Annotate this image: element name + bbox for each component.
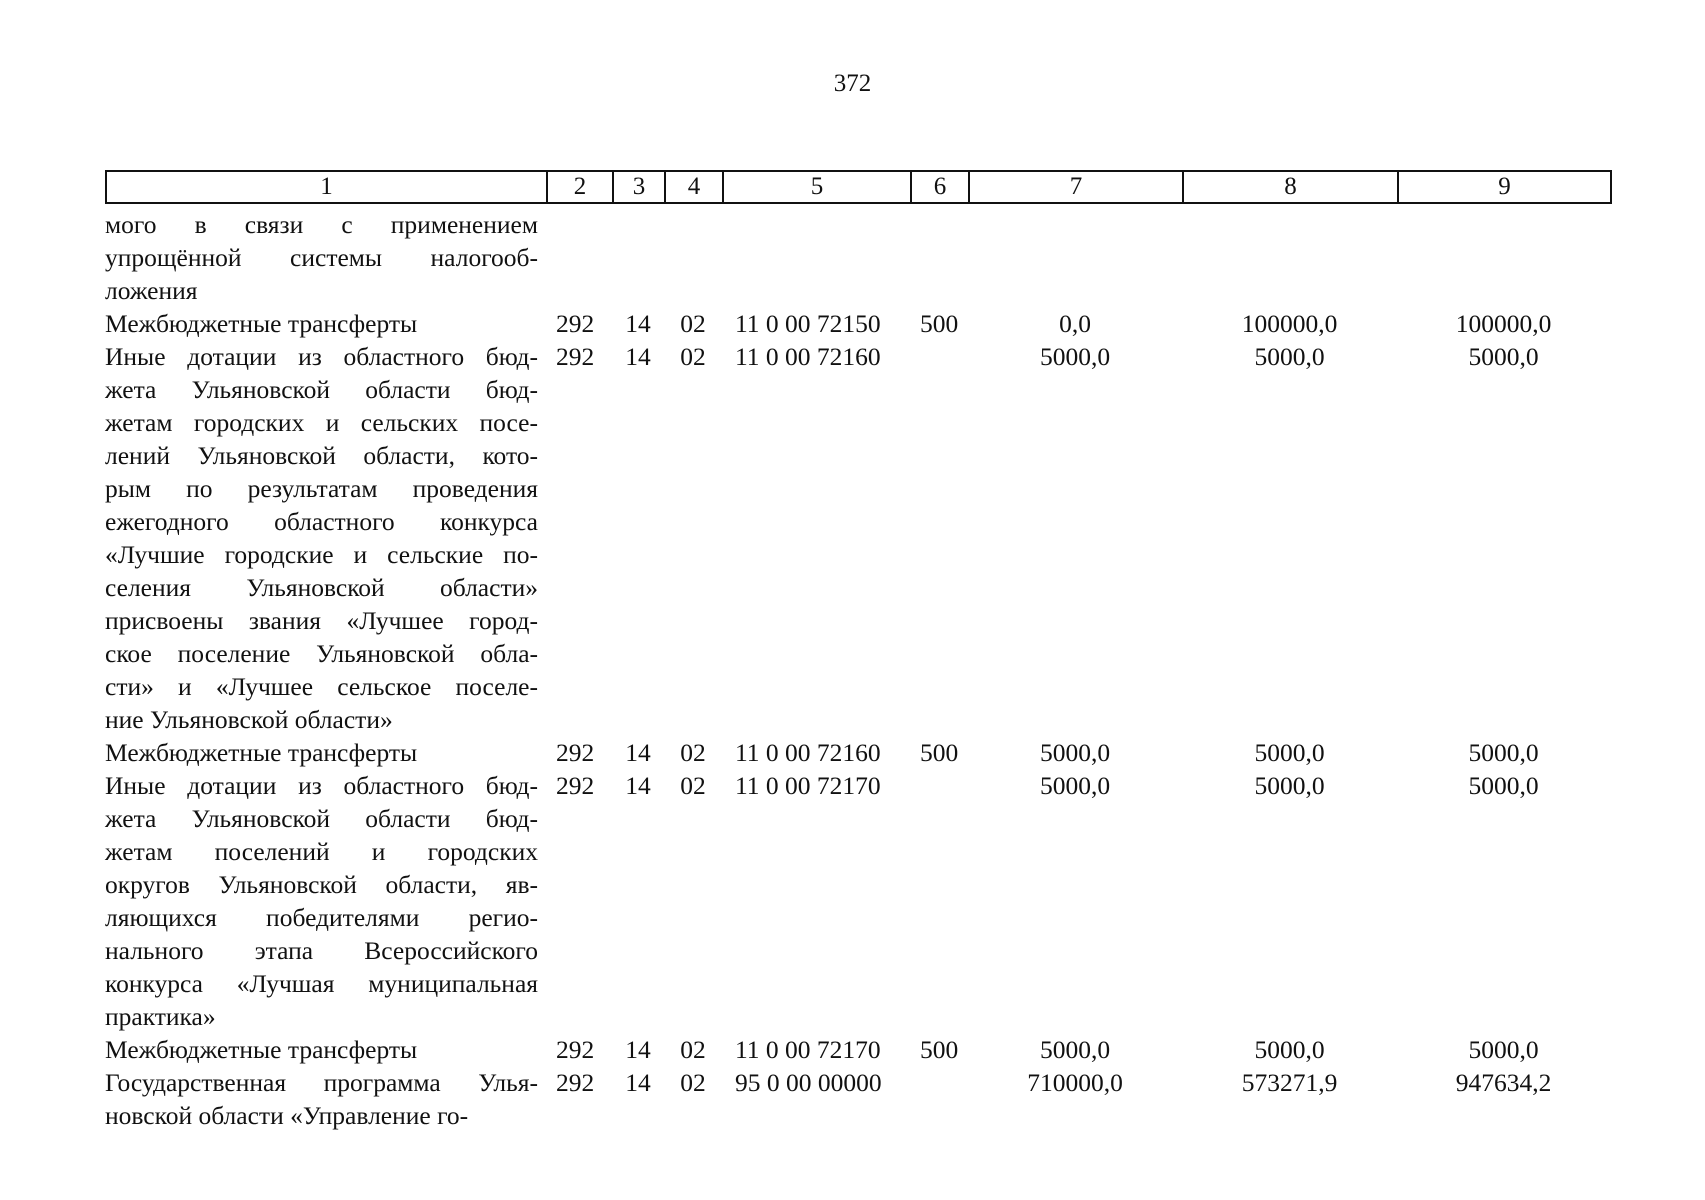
description-line: сти» и «Лучшее сельское поселе- — [105, 672, 538, 701]
cell-c5: 95 0 00 00000 — [735, 1068, 882, 1097]
row-description — [105, 340, 546, 736]
cell-c9 — [1397, 208, 1610, 307]
table-row — [105, 769, 1610, 1033]
budget-table — [105, 208, 1610, 1132]
cell-c3: 14 — [625, 309, 651, 338]
description-line: Иные дотации из областного бюд- — [105, 771, 538, 800]
cell-c2: 292 — [556, 771, 595, 800]
table-row — [105, 1033, 1610, 1066]
cell-c8 — [1182, 208, 1397, 307]
cell-c4 — [664, 208, 722, 307]
cell-c2: 292 — [556, 1035, 595, 1064]
cell-c4: 02 — [680, 1035, 706, 1064]
cell-c6: 500 — [920, 738, 959, 767]
cell-c5: 11 0 00 72170 — [735, 1035, 881, 1064]
cell-c2: 292 — [556, 1068, 595, 1097]
description-line: нального этапа Всероссийского — [105, 936, 538, 965]
cell-c4: 02 — [680, 342, 706, 371]
cell-c7: 5000,0 — [1039, 1035, 1111, 1064]
description-line: рым по результатам проведения — [105, 474, 538, 503]
table-row — [105, 307, 1610, 340]
description-line: Государственная программа Улья- — [105, 1068, 538, 1097]
description-line: «Лучшие городские и сельские по- — [105, 540, 538, 569]
cell-c8: 5000,0 — [1254, 738, 1325, 767]
table-row — [105, 208, 1610, 307]
cell-c5: 11 0 00 72150 — [735, 309, 881, 338]
column-header-8: 8 — [1183, 171, 1398, 203]
cell-c4: 02 — [680, 771, 706, 800]
cell-c5 — [722, 208, 910, 307]
cell-c3: 14 — [625, 1035, 651, 1064]
cell-c5: 11 0 00 72160 — [735, 738, 881, 767]
row-description — [105, 1033, 546, 1066]
column-header-6: 6 — [911, 171, 969, 203]
description-line: жетам городских и сельских посе- — [105, 408, 538, 437]
row-description — [105, 208, 546, 307]
description-line: ние Ульяновской области» — [105, 705, 393, 734]
cell-c2 — [546, 208, 612, 307]
column-header-7: 7 — [969, 171, 1183, 203]
column-header-4: 4 — [665, 171, 723, 203]
description-line: Межбюджетные трансферты — [105, 738, 418, 767]
cell-c3 — [612, 208, 664, 307]
description-line: упрощённой системы налогооб- — [105, 243, 538, 272]
cell-c3: 14 — [625, 738, 651, 767]
cell-c8: 5000,0 — [1254, 771, 1325, 800]
cell-c7: 5000,0 — [1039, 342, 1111, 371]
cell-c3: 14 — [625, 1068, 651, 1097]
cell-c6: 500 — [920, 309, 959, 338]
description-line: новской области «Управление го- — [105, 1101, 469, 1130]
cell-c4: 02 — [680, 738, 706, 767]
description-line: Иные дотации из областного бюд- — [105, 342, 538, 371]
description-line: конкурса «Лучшая муниципальная — [105, 969, 538, 998]
table-row — [105, 1066, 1610, 1132]
cell-c8: 5000,0 — [1254, 342, 1325, 371]
row-description — [105, 736, 546, 769]
table-row — [105, 340, 1610, 736]
row-description — [105, 769, 546, 1033]
cell-c9: 5000,0 — [1468, 738, 1539, 767]
cell-c8: 100000,0 — [1241, 309, 1338, 338]
description-line: ское поселение Ульяновской обла- — [105, 639, 538, 668]
description-line: Межбюджетные трансферты — [105, 309, 418, 338]
cell-c9: 947634,2 — [1455, 1068, 1552, 1097]
cell-c2: 292 — [556, 309, 595, 338]
description-line: ляющихся победителями регио- — [105, 903, 538, 932]
cell-c2: 292 — [556, 738, 595, 767]
cell-c7: 0,0 — [1059, 309, 1091, 338]
description-line: практика» — [105, 1002, 216, 1031]
column-header-3: 3 — [613, 171, 665, 203]
description-line: мого в связи с применением — [105, 210, 538, 239]
cell-c9: 5000,0 — [1468, 1035, 1539, 1064]
cell-c4: 02 — [680, 309, 706, 338]
cell-c7 — [968, 208, 1182, 307]
cell-c6 — [910, 769, 968, 1033]
cell-c9: 100000,0 — [1455, 309, 1552, 338]
cell-c7: 5000,0 — [1039, 771, 1111, 800]
cell-c2: 292 — [556, 342, 595, 371]
row-description — [105, 1066, 546, 1132]
cell-c9: 5000,0 — [1468, 342, 1539, 371]
description-line: селения Ульяновской области» — [105, 573, 538, 602]
column-header-1: 1 — [106, 171, 547, 203]
cell-c6 — [910, 208, 968, 307]
cell-c7: 710000,0 — [1027, 1068, 1123, 1097]
cell-c5: 11 0 00 72170 — [735, 771, 881, 800]
column-header-2: 2 — [547, 171, 613, 203]
column-header-5: 5 — [723, 171, 911, 203]
description-line: ежегодного областного конкурса — [105, 507, 538, 536]
cell-c6 — [910, 1066, 968, 1132]
cell-c3: 14 — [625, 342, 651, 371]
description-line: лений Ульяновской области, кото- — [105, 441, 538, 470]
cell-c9: 5000,0 — [1468, 771, 1539, 800]
table-row — [105, 736, 1610, 769]
cell-c5: 11 0 00 72160 — [735, 342, 881, 371]
cell-c3: 14 — [625, 771, 651, 800]
cell-c6 — [910, 340, 968, 736]
description-line: присвоены звания «Лучшее город- — [105, 606, 538, 635]
cell-c4: 02 — [680, 1068, 706, 1097]
description-line: жетам поселений и городских — [105, 837, 538, 866]
description-line: ложения — [105, 276, 198, 305]
description-line: жета Ульяновской области бюд- — [105, 375, 538, 404]
column-header-9: 9 — [1398, 171, 1611, 203]
cell-c7: 5000,0 — [1039, 738, 1111, 767]
description-line: округов Ульяновской области, яв- — [105, 870, 538, 899]
row-description — [105, 307, 546, 340]
description-line: Межбюджетные трансферты — [105, 1035, 418, 1064]
page-number: 372 — [833, 70, 872, 97]
cell-c6: 500 — [920, 1035, 959, 1064]
column-header-row — [105, 170, 1612, 204]
cell-c8: 573271,9 — [1241, 1068, 1338, 1097]
description-line: жета Ульяновской области бюд- — [105, 804, 538, 833]
cell-c8: 5000,0 — [1254, 1035, 1325, 1064]
